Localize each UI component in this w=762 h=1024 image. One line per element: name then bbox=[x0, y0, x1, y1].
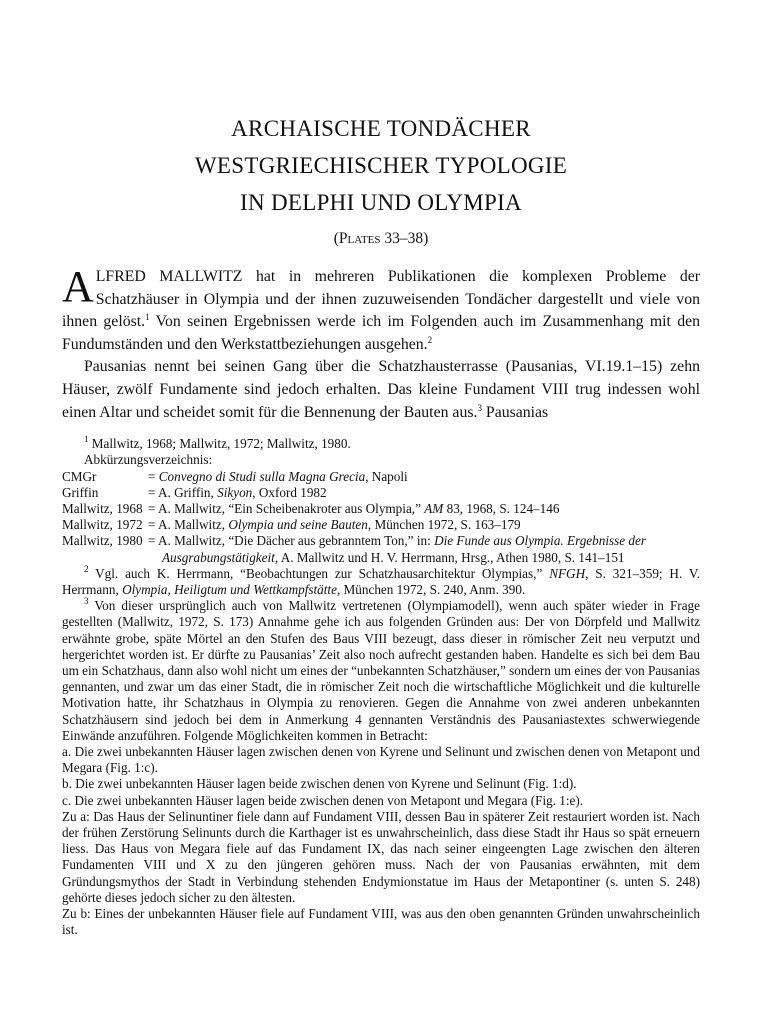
abbreviation-value-text: , Oxford 1982 bbox=[252, 484, 327, 500]
footnote-2-text: , München 1972, S. 240, Anm. 390. bbox=[336, 581, 526, 597]
footnote-2-number: 2 bbox=[84, 563, 89, 574]
abbreviation-key: CMGr bbox=[62, 468, 97, 484]
abbreviations-heading: Abkürzungsverzeichnis: bbox=[84, 452, 213, 468]
footnote-2 bbox=[62, 563, 700, 598]
abbreviation-key: Griffin bbox=[62, 484, 99, 500]
footnote-3-discussion-b: Zu b: Eines der unbekannten Häuser fiele auf Fundament VIII, was aus den oben genannten Gründen unwahrscheinlich ist. bbox=[62, 906, 700, 938]
footnote-3-text: Von dieser ursprünglich auch von Mallwitz vertretenen (Olympiamodell), wenn auch später wieder in Frage gestellten (Mallwitz, 1972, S. 173) Annahme gehe ich aus folgenden Gründen aus: Der von Dörpfeld und Mallwitz erwähnte grobe, späte Mörtel an den Stufen des Baus VIII bezeugt, dass dieser in römischer Zeit neu verputzt und hergerichtet worden ist. Er dürfte zu Pausanias’ Zeit also noch aufrecht gestanden haben. Handelte es sich bei dem Bau um ein Schatzhaus, dann also wohl nicht um eines der “unbekannten Schatzhäuser,” sondern um eines der von Pausanias gennanten, und zwar um das einer Stadt, die in römischer Zeit noch die wirtschaftliche Möglichkeit und die kulturelle Motivation hatte, ihr Schatzhaus in Olympia zu renovieren. Gegen die Annahme von zwei anderen unbekannten Schatzhäusern sind jedoch bei dem in Anmerkung 4 gennanten Verständnis des Pausaniastextes schwerwiegende Einwände anzuführen. Folgende Möglichkeiten kommen in Betracht: bbox=[62, 598, 700, 743]
title-block bbox=[62, 110, 700, 221]
footnotes bbox=[62, 436, 700, 938]
abbreviation-value-text: = bbox=[148, 468, 159, 484]
main-text bbox=[62, 262, 701, 424]
abbreviation-value-text: , München 1972, S. 163–179 bbox=[367, 517, 521, 533]
abbreviation-row bbox=[62, 501, 700, 517]
footnote-3-discussion-a: Zu a: Das Haus der Selinuntiner fiele dann auf Fundament VIII, dessen Bau in späterer Zeit restauriert worden ist. Nach der frühen Zerstörung Selinunts durch die Karthager ist es unwahrscheinlich, dass diese Stadt ihr Haus so spät erneuern liess. Das Haus von Megara fiele auf das Fundament IX, das nach seiner eingeengten Lage zwischen den älteren Fundamenten VIII und X zu den jüngeren gehören muss. Nach der von Pausanias erwähnten, mit dem Gründungsmythos der Stadt in Verbindung stehenden Endymionstatue im Haus der Metapontiner (s. unten S. 248) gehörte dieses jedoch sicher zu den ältesten. bbox=[62, 808, 700, 905]
footnote-2-italic: Olympia, Heiligtum und Wettkampfstätte bbox=[122, 581, 337, 597]
plates-open: ( bbox=[333, 230, 339, 247]
footnote-1 bbox=[62, 436, 700, 452]
footnote-ref-2[interactable]: 2 bbox=[427, 334, 433, 345]
abbreviation-value bbox=[148, 501, 700, 517]
footnote-2-text: Vgl. auch K. Herrmann, “Beobachtungen zur Schatzhausarchitektur Olympias,” bbox=[88, 565, 550, 581]
abbreviation-value-italic: Die Funde aus Olympia. Ergebnisse der Ausgrabungstätigkeit bbox=[162, 533, 647, 565]
paragraph-1-text-a: hat in mehreren Publikationen die komplexen Probleme der Schatzhäuser in Olympia und der ihnen zuzuweisenden Tondächer dargestellt und viele von ihnen gelöst. bbox=[62, 268, 701, 331]
plates-range: 33–38) bbox=[380, 230, 429, 247]
plates-reference bbox=[62, 229, 700, 249]
abbreviation-value-italic: AM bbox=[424, 500, 444, 516]
footnote-2-italic: NFGH bbox=[549, 565, 586, 581]
footnote-3-option-a: a. Die zwei unbekannten Häuser lagen zwischen denen von Kyrene und Selinunt und zwischen denen von Metapont und Megara (Fig. 1:c). bbox=[62, 744, 700, 776]
abbreviation-value-text: = A. Griffin, bbox=[148, 484, 218, 500]
footnote-3 bbox=[62, 598, 700, 744]
title-line-1: ARCHAISCHE TONDÄCHER bbox=[231, 116, 531, 141]
paragraph-1-text-b: Von seinen Ergebnissen werde ich im Folgenden auch im Zusammenhang mit den Fundumständen und den Werkstattbeziehungen ausgehen. bbox=[62, 313, 700, 353]
abbreviation-row bbox=[62, 485, 700, 501]
abbreviation-value bbox=[148, 485, 700, 501]
abbreviation-value bbox=[148, 533, 700, 565]
paragraph-1 bbox=[62, 262, 701, 356]
title-line-2: WESTGRIECHISCHER TYPOLOGIE bbox=[194, 153, 568, 178]
abbreviation-value-text: , A. Mallwitz und H. V. Herrmann, Hrsg., Athen 1980, S. 141–151 bbox=[274, 549, 625, 565]
page bbox=[62, 110, 700, 938]
footnote-3-option-c: c. Die zwei unbekannten Häuser lagen beide zwischen denen von Metapont und Megara (Fig. 1:e). bbox=[62, 792, 584, 808]
abbreviation-value-text: = A. Mallwitz, “Die Dächer aus gebranntem Ton,” in: bbox=[148, 533, 435, 549]
paragraph-2-text-c: Pausanias bbox=[481, 403, 549, 421]
pausanias-reference: VI.19.1–15 bbox=[584, 358, 657, 376]
abbreviation-value-italic: Sikyon bbox=[217, 484, 253, 500]
abbreviation-value-text: = A. Mallwitz, bbox=[148, 517, 229, 533]
abbreviation-value-italic: Olympia und seine Bauten bbox=[228, 517, 368, 533]
abbreviation-value bbox=[148, 469, 700, 485]
abbreviation-value-italic: Convegno di Studi sulla Magna Grecia bbox=[158, 468, 366, 484]
plates-word: Plates bbox=[338, 230, 381, 247]
footnote-ref-3[interactable]: 3 bbox=[477, 402, 482, 413]
footnote-1-text: Mallwitz, 1968; Mallwitz, 1972; Mallwitz, 1980. bbox=[88, 436, 351, 452]
abbreviation-value-text: = A. Mallwitz, “Ein Scheibenakroter aus Olympia,” bbox=[148, 500, 425, 516]
abbreviation-value-text: 83, 1968, S. 124–146 bbox=[443, 500, 560, 516]
author-name-lead: LFRED MALLWITZ bbox=[95, 268, 243, 285]
abbreviation-value-text: , Napoli bbox=[365, 468, 408, 484]
abbreviation-key: Mallwitz, 1972 bbox=[62, 517, 143, 533]
footnote-ref-1[interactable]: 1 bbox=[145, 312, 150, 323]
abbreviation-row bbox=[62, 533, 700, 565]
abbreviation-key: Mallwitz, 1968 bbox=[62, 500, 143, 516]
paragraph-2-text-b: ) zehn Häuser, zwölf Fundamente sind jedoch erhalten. Das kleine Fundament VIII trug indessen wohl einen Altar und scheidet somit für die Bennenung der Bauten aus. bbox=[62, 358, 700, 421]
abbreviation-key: Mallwitz, 1980 bbox=[62, 533, 143, 549]
abbreviation-value bbox=[148, 517, 700, 533]
footnote-2-text: , S. 321–359; H. V. Herrmann, bbox=[62, 565, 700, 597]
drop-cap: A bbox=[62, 262, 94, 311]
abbreviation-row bbox=[62, 469, 700, 485]
footnote-3-option-b: b. Die zwei unbekannten Häuser lagen beide zwischen denen von Kyrene und Selinunt (Fig. 1:d). bbox=[62, 776, 577, 792]
abbreviation-row bbox=[62, 517, 700, 533]
footnote-3-number: 3 bbox=[84, 596, 89, 607]
paragraph-2 bbox=[62, 356, 700, 424]
title-line-3: IN DELPHI UND OLYMPIA bbox=[240, 190, 522, 215]
paragraph-2-text-a: Pausanias nennt bei seinen Gang über die Schatzhausterrasse (Pausanias, bbox=[84, 358, 585, 376]
footnote-1-number: 1 bbox=[84, 434, 89, 445]
